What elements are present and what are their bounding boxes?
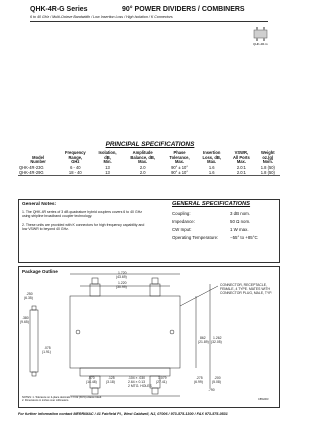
dim-right-h: 862 <box>200 336 206 340</box>
general-note-1: 1. The QHK-4R series of 3 dB quadrature hybrid couplers covers 6 to 40 GHz using stripline broadband coupler technology. <box>22 210 142 219</box>
connector-note: CONNECTOR, RECEPTACLE, FEMALE, 4 TYPE. MATES WITH CONNECTOR PLUG, MALE, TYP. <box>220 283 273 296</box>
general-specifications-title: GENERAL SPECIFICATIONS <box>172 201 251 207</box>
dim-mid-width-mm: (30.99) <box>116 285 127 289</box>
spec-column-header <box>92 151 122 165</box>
table-cell: 2.0 <box>139 170 146 176</box>
dim-bottom1-mm: (14.48) <box>86 380 97 384</box>
gen-spec-value: −55° to +85°C <box>230 235 258 240</box>
dim-bottom5-mm: (5.08) <box>212 380 221 384</box>
spec-header-line: Weight <box>261 150 275 155</box>
header-rule <box>30 21 268 22</box>
drawing-id: C85x003 <box>258 398 269 401</box>
package-note: NOTES: 1. Tolerance on 2-place decimals = ±.02 (±0.5) unless noted. <box>22 396 102 399</box>
dim-height1-mm: (9.65) <box>20 320 29 324</box>
table-cell: QHK-4R-23G <box>19 165 44 171</box>
spec-column-header <box>123 151 163 165</box>
table-cell: 90° ± 10° <box>171 165 188 171</box>
table-cell: 1.8 (50) <box>260 170 275 176</box>
spec-column-header <box>256 151 280 165</box>
spec-column-header <box>163 151 197 165</box>
spec-header-line: VSWR, <box>234 150 249 155</box>
gen-spec-value: 3 dB nom. <box>230 211 251 216</box>
dim-holes-mm: 2.64 × 0.13 <box>128 380 146 384</box>
page-subtitle: 6 to 40 GHz / Multi-Octave Bandwidth / Low Insertion Loss / High Isolation / K Connectors <box>30 15 173 19</box>
gen-spec-label: Operating Temperature: <box>172 235 219 240</box>
spec-header-line: Max. <box>236 159 246 165</box>
spec-header-line: Amplitude <box>132 150 153 155</box>
package-notes <box>22 396 142 402</box>
spec-header-line: Range, <box>68 154 83 160</box>
table-cell: 2.0:1 <box>236 170 246 176</box>
spec-header-line: Max. <box>174 159 185 165</box>
gen-spec-label: Impedance: <box>172 219 195 224</box>
spec-header-line: Min. <box>103 159 112 165</box>
dim-height1: .380 <box>22 316 29 320</box>
footer-contact: For further information contact MERRIMAC / 41 Fairfield Pl., West Caldwell, NJ, 07006 / 973-575-1300 / FAX 973-575-0531 <box>18 412 228 416</box>
package-note: 2. Dimensions in inches over millimeters. <box>22 399 69 403</box>
general-notes-title: General Notes: <box>22 202 57 207</box>
spec-column-header <box>196 151 227 165</box>
table-cell: 2.0 <box>139 165 146 171</box>
package-outline-title: Package Outline <box>22 269 58 274</box>
dim-holes: .104 × .030 <box>128 376 146 380</box>
table-cell: 2.0:1 <box>236 165 246 171</box>
dim-right-h-mm: (21.89) <box>198 340 209 344</box>
dim-bottom2-mm: (3.18) <box>106 380 115 384</box>
spec-header-line: Frequency <box>64 150 86 155</box>
table-cell: 1.8 (50) <box>260 165 275 171</box>
dim-right-h2-mm: (32.05) <box>211 340 222 344</box>
spec-header-line: Insertion <box>203 150 221 155</box>
spec-column-header <box>18 151 58 165</box>
gen-spec-label: CW Input: <box>172 227 192 232</box>
table-cell: QHK-4R-29G <box>19 170 44 176</box>
table-cell: 1.6 <box>208 165 215 171</box>
dim-top-width-mm: (43.69) <box>116 275 127 279</box>
spec-header-line: Nom. <box>262 159 273 165</box>
dim-bottom4: .275 <box>196 376 203 380</box>
spec-header-line: Max. <box>207 159 217 165</box>
spec-header-line: Phase <box>173 150 186 155</box>
gen-spec-label: Coupling: <box>172 211 191 216</box>
spec-column-header <box>58 151 92 165</box>
dim-bottom4-mm: (6.99) <box>194 380 203 384</box>
spec-header-line: Isolation, <box>98 150 117 155</box>
dim-mid-width: 1.220 <box>118 281 127 285</box>
dim-left-w: .250 <box>26 292 33 296</box>
page-title: 90° POWER DIVIDERS / COMBINERS <box>122 6 245 13</box>
dim-bottom3: 1.079 <box>158 376 167 380</box>
dim-left-w-mm: (6.35) <box>24 296 33 300</box>
dim-right-h2: 1.262 <box>213 336 222 340</box>
table-cell: 90° ± 10° <box>171 170 188 176</box>
table-cell: 13 <box>105 165 110 171</box>
principal-specifications-title: PRINCIPAL SPECIFICATIONS <box>105 141 195 148</box>
dim-holes-note: 2 MTG. HOLES <box>128 384 152 388</box>
dim-bottom1: .570 <box>88 376 95 380</box>
dim-bottom2: .125 <box>108 376 115 380</box>
product-caption: QHK-4R-G <box>253 42 268 46</box>
table-cell: 13 <box>105 170 110 176</box>
gen-spec-value: 50 Ω nom. <box>230 219 251 224</box>
dim-left-h-mm: (1.91) <box>42 350 51 354</box>
general-note-2: 2. These units are provided with K connectors for high frequency capability and low VSWR to beyond 40 GHz. <box>22 223 145 232</box>
spec-header-line: Balance, dB, <box>130 154 155 160</box>
spec-header-line: Loss, dB, <box>202 154 221 160</box>
spec-header-line: dB, <box>104 154 111 160</box>
dim-left-h: .075 <box>44 346 51 350</box>
table-cell: 18 - 40 <box>68 170 82 176</box>
dim-bottom5: .200 <box>214 376 221 380</box>
spec-table-rule <box>18 175 280 176</box>
series-name: QHK-4R-G Series <box>30 6 88 13</box>
gen-spec-value: 1 W max. <box>230 227 249 232</box>
dim-top-width: 1.720 <box>118 271 127 275</box>
spec-header-line: GHz <box>71 159 80 165</box>
dim-bottom3-mm: (27.41) <box>156 380 167 384</box>
table-cell: 6 - 40 <box>70 165 81 171</box>
spec-header-line: All Ports <box>232 154 250 160</box>
product-photo <box>252 26 270 42</box>
spec-column-header <box>227 151 255 165</box>
table-cell: 1.6 <box>208 170 215 176</box>
spec-header-line: Tolerance, <box>169 154 190 160</box>
spec-header-line: Model <box>32 154 44 160</box>
dim-bottom6: .790 <box>208 388 215 392</box>
spec-header-line: Number <box>30 159 46 165</box>
spec-header-line: Max. <box>138 159 148 165</box>
spec-header-line: oz.(g) <box>262 154 274 160</box>
principal-specifications-table <box>18 151 280 176</box>
